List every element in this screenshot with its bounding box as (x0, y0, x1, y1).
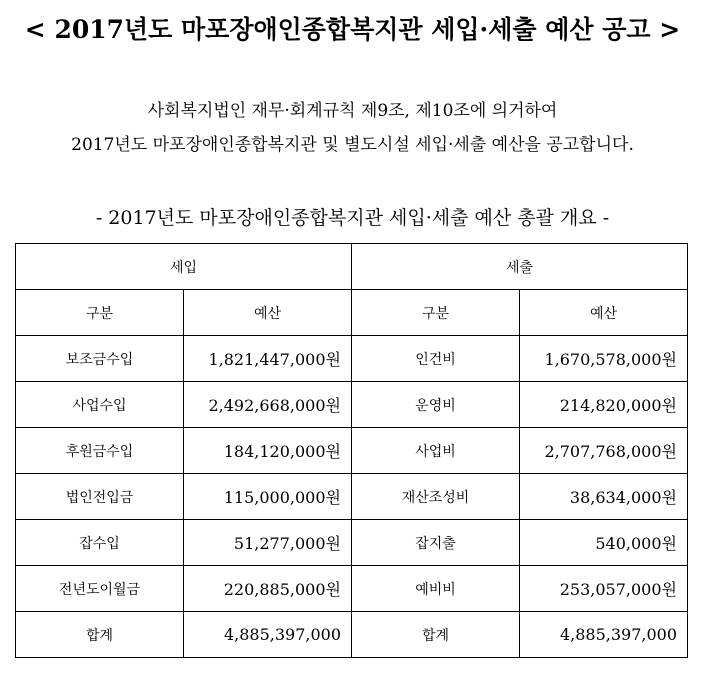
expense-item: 인건비 (352, 336, 520, 382)
expense-item: 예비비 (352, 566, 520, 612)
table-total-row (16, 612, 688, 658)
budget-summary-table (15, 243, 688, 658)
expense-total-amount: 4,885,397,000 (520, 612, 688, 658)
expense-category-header: 구분 (352, 290, 520, 336)
expense-amount: 38,634,000원 (520, 474, 688, 520)
income-amount: 1,821,447,000원 (184, 336, 352, 382)
income-amount: 115,000,000원 (184, 474, 352, 520)
income-amount: 220,885,000원 (184, 566, 352, 612)
income-item: 보조금수입 (16, 336, 184, 382)
expense-amount: 2,707,768,000원 (520, 428, 688, 474)
income-item: 잡수입 (16, 520, 184, 566)
table-header-row-columns (16, 290, 688, 336)
intro-text (0, 94, 705, 162)
expense-amount: 1,670,578,000원 (520, 336, 688, 382)
income-total-amount: 4,885,397,000 (184, 612, 352, 658)
expense-amount: 253,057,000원 (520, 566, 688, 612)
expense-budget-header: 예산 (520, 290, 688, 336)
income-item: 전년도이월금 (16, 566, 184, 612)
expense-item: 사업비 (352, 428, 520, 474)
income-amount: 51,277,000원 (184, 520, 352, 566)
income-item: 후원금수입 (16, 428, 184, 474)
expense-header: 세출 (352, 244, 688, 290)
table-row (16, 428, 688, 474)
table-row (16, 474, 688, 520)
expense-total-label: 합계 (352, 612, 520, 658)
income-amount: 184,120,000원 (184, 428, 352, 474)
expense-amount: 214,820,000원 (520, 382, 688, 428)
table-header-row-group (16, 244, 688, 290)
expense-amount: 540,000원 (520, 520, 688, 566)
expense-item: 잡지출 (352, 520, 520, 566)
page-title: < 2017년도 마포장애인종합복지관 세입·세출 예산 공고 > (24, 15, 681, 44)
table-row (16, 382, 688, 428)
table-row (16, 520, 688, 566)
expense-item: 재산조성비 (352, 474, 520, 520)
section-subtitle: - 2017년도 마포장애인종합복지관 세입·세출 예산 총괄 개요 - (95, 207, 610, 229)
table-row (16, 566, 688, 612)
income-item: 사업수입 (16, 382, 184, 428)
expense-item: 운영비 (352, 382, 520, 428)
table-row (16, 336, 688, 382)
income-category-header: 구분 (16, 290, 184, 336)
income-header: 세입 (16, 244, 352, 290)
income-amount: 2,492,668,000원 (184, 382, 352, 428)
intro-line-2: 2017년도 마포장애인종합복지관 및 별도시설 세입·세출 예산을 공고합니다. (71, 135, 634, 155)
income-item: 법인전입금 (16, 474, 184, 520)
intro-line-1: 사회복지법인 재무·회계규칙 제9조, 제10조에 의거하여 (147, 101, 558, 121)
income-total-label: 합계 (16, 612, 184, 658)
income-budget-header: 예산 (184, 290, 352, 336)
